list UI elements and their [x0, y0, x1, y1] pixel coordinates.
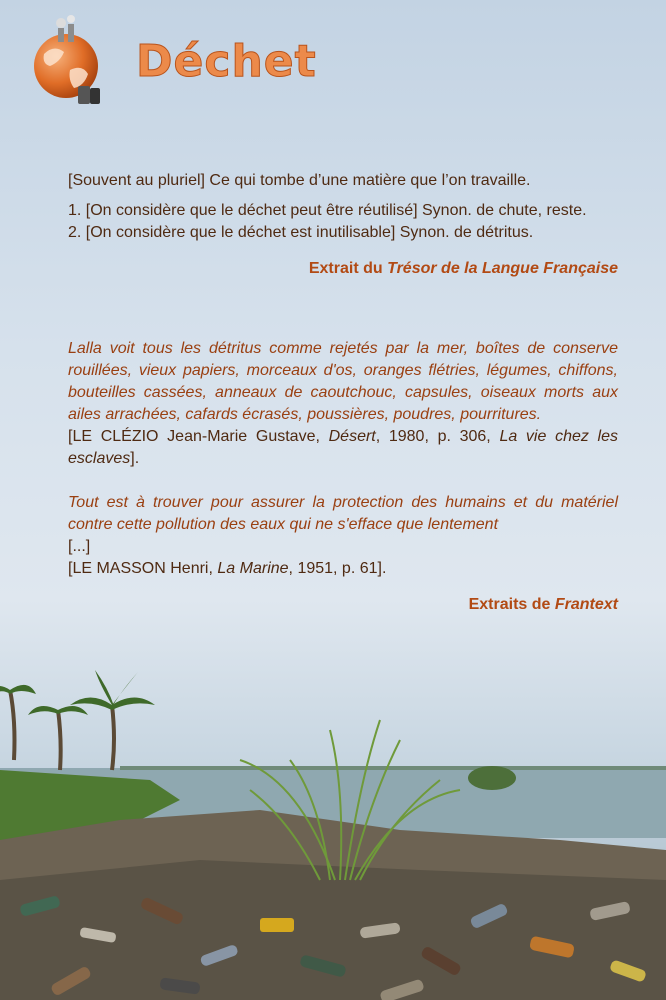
quote-reference [68, 426, 618, 470]
ref-work: La Marine [217, 560, 289, 577]
ref-work-chapter: La vie chez les esclaves [68, 428, 619, 467]
quote-ellipsis: [...] [68, 538, 91, 555]
source-prefix: Extraits de [468, 596, 551, 613]
definition-item: 2. [On considère que le déchet est inutilisable] Synon. de détritus. [68, 224, 534, 241]
source-title: Trésor de la Langue Française [387, 260, 618, 277]
quote-text: Lalla voit tous les détritus comme rejetés par la mer, boîtes de conserve rouillées, vieux papiers, morceaux d'os, oranges flétries, légumes, chiffons, bouteilles cassées, anneaux de caoutchouc, capsules, oiseaux morts aux ailes arrachées, cafards écrasés, poussières, poudres, pourritures. [68, 340, 618, 423]
source-title: Frantext [554, 596, 618, 613]
page-title: Déchet [136, 36, 317, 87]
ref-close: , 1951, p. 61]. [288, 560, 387, 577]
ref-author: [LE MASSON Henri, [68, 560, 213, 577]
ref-author: [LE CLÉZIO Jean-Marie Gustave, [68, 428, 320, 445]
ref-close: ]. [130, 450, 140, 467]
definition-source [68, 258, 618, 280]
ref-details: , 1980, p. 306, [375, 428, 491, 445]
definition-item: 1. [On considère que le déchet peut être réutilisé] Synon. de chute, reste. [68, 202, 587, 219]
quotes-source [68, 594, 618, 616]
definition-intro: [Souvent au pluriel] Ce qui tombe d’une matière que l’on travaille. [68, 172, 531, 189]
text-block [68, 170, 618, 616]
source-prefix: Extrait du [308, 260, 383, 277]
globe-waste-logo-icon [30, 14, 106, 106]
quote-text: Tout est à trouver pour assurer la protection des humains et du matériel contre cette pollution des eaux qui ne s'efface que lentement [68, 494, 618, 533]
quote-reference [68, 558, 618, 580]
ref-work: Désert [328, 428, 376, 445]
